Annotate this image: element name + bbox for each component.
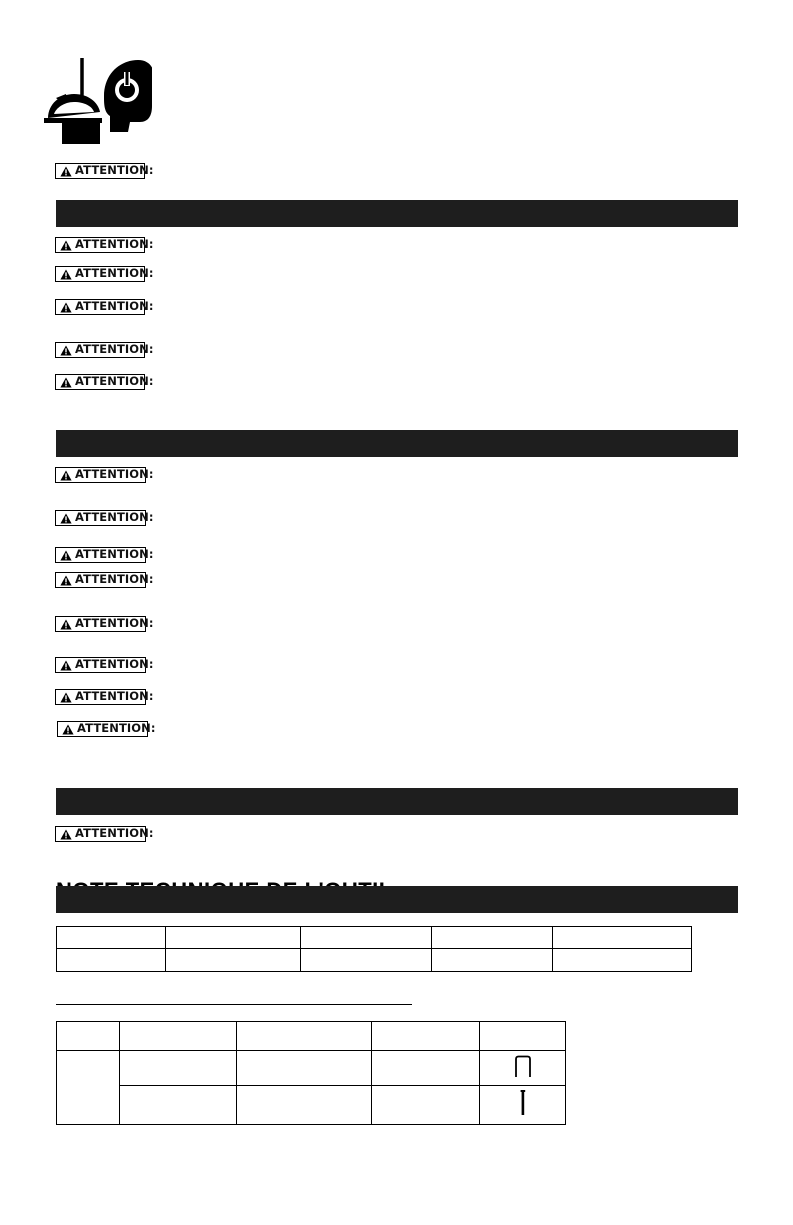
warning-triangle-icon [60, 470, 72, 481]
table-cell [553, 949, 692, 972]
attention-label: ATTENTION: [75, 657, 154, 672]
table-cell [120, 1086, 237, 1125]
table-row [57, 1086, 566, 1125]
table-cell [301, 949, 432, 972]
table-cell [372, 1051, 480, 1086]
warning-triangle-icon [60, 302, 72, 313]
attention-badge [55, 163, 154, 179]
table-row [57, 927, 692, 949]
table-cell [57, 1022, 120, 1051]
table-cell [372, 1022, 480, 1051]
attention-badge [55, 547, 154, 563]
attention-badge [55, 657, 154, 673]
attention-badge [55, 572, 154, 588]
table-cell [57, 949, 166, 972]
attention-label: ATTENTION: [75, 826, 154, 841]
table-cell [301, 927, 432, 949]
attention-badge [55, 342, 154, 358]
section-header-bar [56, 788, 738, 815]
table-cell [432, 949, 553, 972]
table-row [57, 1022, 566, 1051]
table-cell [120, 1051, 237, 1086]
table-cell [57, 927, 166, 949]
table-cell [166, 949, 301, 972]
section-header-bar [56, 200, 738, 227]
attention-label: ATTENTION: [75, 299, 154, 314]
section-header-bar [56, 886, 738, 913]
table-cell [432, 927, 553, 949]
attention-label: ATTENTION: [75, 374, 154, 389]
attention-badge [55, 689, 154, 705]
warning-triangle-icon [60, 269, 72, 280]
spec-table [56, 926, 692, 972]
attention-badge [55, 467, 154, 483]
table-row [57, 949, 692, 972]
table-cell [237, 1051, 372, 1086]
warning-triangle-icon [60, 660, 72, 671]
attention-badge [55, 237, 154, 253]
table-row [57, 1051, 566, 1086]
attention-label: ATTENTION: [75, 547, 154, 562]
attention-label: ATTENTION: [77, 721, 156, 736]
table-cell [166, 927, 301, 949]
attention-badge [55, 616, 154, 632]
attention-label: ATTENTION: [75, 467, 154, 482]
attention-label: ATTENTION: [75, 163, 154, 178]
table-cell [480, 1086, 566, 1125]
attention-label: ATTENTION: [75, 342, 154, 357]
warning-triangle-icon [60, 240, 72, 251]
table-cell [553, 927, 692, 949]
warning-triangle-icon [60, 575, 72, 586]
fastener-table [56, 1021, 566, 1125]
table-cell [372, 1086, 480, 1125]
staple-icon [513, 1055, 533, 1077]
warning-triangle-icon [60, 692, 72, 703]
attention-label: ATTENTION: [75, 266, 154, 281]
attention-label: ATTENTION: [75, 510, 154, 525]
attention-badge [55, 299, 154, 315]
table-cell [120, 1022, 237, 1051]
table-cell [480, 1051, 566, 1086]
subheading-underline [56, 1004, 412, 1005]
warning-triangle-icon [60, 377, 72, 388]
warning-triangle-icon [60, 513, 72, 524]
attention-badge [55, 266, 154, 282]
warning-triangle-icon [62, 724, 74, 735]
warning-triangle-icon [60, 829, 72, 840]
warning-triangle-icon [60, 619, 72, 630]
attention-badge [55, 510, 154, 526]
warning-triangle-icon [60, 550, 72, 561]
warning-triangle-icon [60, 345, 72, 356]
attention-label: ATTENTION: [75, 572, 154, 587]
attention-label: ATTENTION: [75, 689, 154, 704]
table-cell [57, 1051, 120, 1125]
section-header-bar [56, 430, 738, 457]
attention-badge [55, 374, 154, 390]
table-cell [480, 1022, 566, 1051]
warning-triangle-icon [60, 166, 72, 177]
attention-badge [57, 721, 156, 737]
attention-label: ATTENTION: [75, 616, 154, 631]
attention-badge [55, 826, 154, 842]
table-cell [237, 1086, 372, 1125]
brad-nail-icon [518, 1090, 528, 1116]
protection-pictogram-icon [40, 36, 152, 148]
attention-label: ATTENTION: [75, 237, 154, 252]
table-cell [237, 1022, 372, 1051]
